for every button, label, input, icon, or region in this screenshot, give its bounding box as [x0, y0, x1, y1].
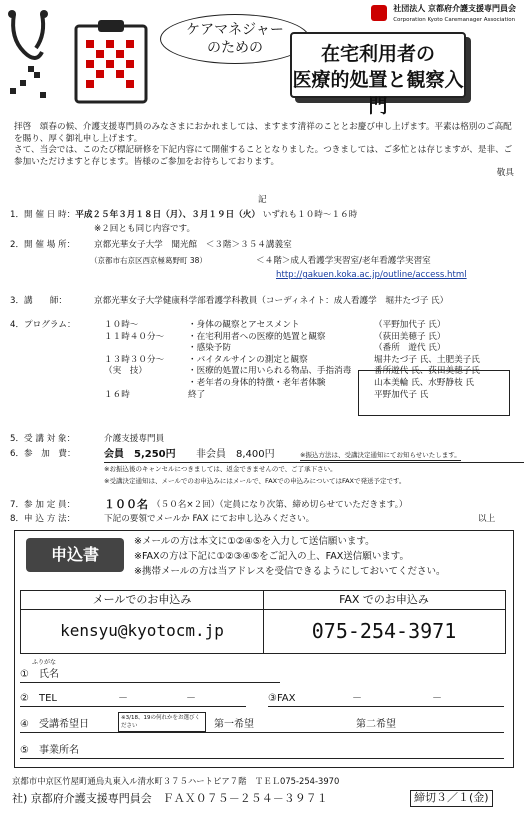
- ki: 記: [258, 195, 267, 205]
- program-row: １３時３０分～ ・バイタルサインの測定と観察 堀井たづ子 氏、土肥美子氏: [104, 354, 480, 365]
- program-row: １０時～ ・身体の観察とアセスメント （平野加代子 氏）: [104, 320, 446, 330]
- date-label: 1．開 催 日 時：: [10, 210, 76, 220]
- speaker-box: [358, 370, 510, 416]
- venue-address: （京都市右京区西京極葛野町 38）: [90, 256, 207, 265]
- capacity-note: （５０名×２回）（定員になり次第、締め切らせていただきます。）: [152, 500, 408, 510]
- title-line1: 在宅利用者の: [320, 43, 435, 65]
- fee-note2: ※お振込後のキャンセルにつきましては、返金できませんので、ご了承下さい。: [104, 465, 337, 473]
- lecturer-label: 3．講 師：: [10, 296, 68, 306]
- fee-label: 6．参 加 費：: [10, 449, 76, 459]
- fax-dash1: －: [352, 693, 362, 704]
- org-name: 社団法人 京都府介護支援専門員会: [393, 4, 516, 13]
- target-label: 5．受 講 対 象：: [10, 434, 76, 444]
- venue-line1: 京都光華女子大学 聞光館 ＜３階＞３５４講義室: [94, 240, 292, 250]
- fee-note3: ※受講決定通知は、メールでのお申込みにはメールで、FAXでの申込みについてはFAXで発送予定です。: [104, 477, 406, 485]
- office-label: ⑤ 事業所名: [20, 745, 79, 756]
- org-logo-icon: [371, 5, 387, 21]
- date-choice-field[interactable]: [20, 732, 504, 733]
- title-line2: 医療的処置と観察入門: [292, 69, 464, 117]
- fax-header: FAX でのお申込み: [263, 591, 505, 610]
- item-date: [10, 210, 510, 222]
- tel-field[interactable]: [20, 706, 246, 707]
- closing: 敬具: [496, 168, 514, 179]
- date-value: 平成２５年３月１８日（月）、３月１９日（火）: [75, 210, 260, 220]
- intro: [14, 122, 514, 180]
- footer-org-fax: 社) 京都府介護支援専門員会 ＦＡＸ０７５－２５４－３９７１: [12, 792, 328, 805]
- date-time: いずれも１０時～１６時: [262, 210, 358, 220]
- fee-member: 会員 5,250円: [104, 449, 176, 460]
- target-value: 介護支援専門員: [104, 434, 165, 444]
- second-choice-label: 第二希望: [356, 719, 396, 730]
- mail-header: メールでのお申込み: [21, 591, 264, 610]
- program-row: １６時 終了 平野加代子 氏: [104, 389, 429, 400]
- program-label: 4．プログラム：: [10, 320, 76, 330]
- mail-address[interactable]: kensyu@kyotocm.jp: [21, 609, 264, 653]
- tel-label: ② TEL: [20, 693, 57, 704]
- date-note: ※２回とも同じ内容です。: [94, 224, 196, 234]
- venue-line2: ＜４階＞成人看護学実習室/老年看護学実習室: [256, 256, 431, 266]
- form-note1: ※メールの方は本文に①②④⑤を入力して送信願います。: [134, 536, 375, 547]
- lecturer-value: 京都光華女子大学健康科学部看護学科教員（コーディネイト：成人看護学 堀井たづ子 氏）: [94, 296, 449, 306]
- fax-label: ③FAX: [268, 693, 296, 704]
- capacity-value: １００名: [104, 498, 148, 511]
- form-badge: 申込書: [26, 538, 124, 572]
- first-choice-label: 第一希望: [214, 719, 254, 730]
- date-choice-label: ④ 受講希望日: [20, 719, 89, 730]
- capacity-label: 7．参 加 定 員：: [10, 500, 76, 510]
- stethoscope-icon: [6, 8, 66, 103]
- footer-address: 京都市中京区竹屋町通烏丸東入ル清水町３７５ハートピア７階 ＴＥＬ075-254-3970: [12, 776, 340, 786]
- apply-value: 下記の要領でメールか FAX にてお申し込みください。: [104, 514, 315, 524]
- contact-table: [20, 590, 506, 654]
- clipboard-icon: [72, 18, 152, 104]
- form-notes: [134, 534, 446, 579]
- page-title: [290, 32, 466, 117]
- program-row: ・感染予防 （番所 遊代 氏）: [188, 343, 446, 354]
- org-name-en: Corporation Kyoto Caremanager Association: [393, 16, 516, 23]
- deadline: 締切３／１(金): [410, 790, 493, 807]
- title-bubble: ケアマネジャー のための: [160, 14, 310, 64]
- org-header: [393, 4, 516, 24]
- apply-end: 以上: [478, 514, 496, 524]
- office-field[interactable]: [20, 758, 504, 759]
- venue-url-link[interactable]: http://gakuen.koka.ac.jp/outline/access.html: [276, 270, 467, 280]
- fax-field[interactable]: [268, 706, 504, 707]
- apply-label: 8．申 込 方 法：: [10, 514, 76, 524]
- furigana-label: ふりがな: [32, 659, 57, 666]
- name-label: ① 氏名: [20, 669, 59, 680]
- form-note2: ※FAXの方は下記に①②③④⑤をご記入の上、FAX送信願います。: [134, 551, 409, 562]
- fee-note1: ※振込方法は、受講決定通知にてお知らせいたします。: [300, 451, 461, 459]
- fax-dash2: －: [432, 693, 442, 704]
- program-row: ・老年者の身体的特徴・老年者体験 山本美輪 氏、水野静枝 氏: [188, 377, 474, 388]
- program-row: １１時４０分～ ・在宅利用者への医療的処置と観察 （荻田美穂子 氏）: [104, 331, 446, 342]
- form-note3: ※携帯メールの方は当アドレスを受信できるようにしておいてください。: [134, 566, 446, 577]
- intro-p1: 拝啓 頌春の候、介護支援専門員のみなさまにおかれましては、ますます清祥のこととお慶び申し上げます。平素は格別のご高配を賜り、厚く御礼申し上げます。: [14, 122, 512, 144]
- fax-number: 075-254-3971: [311, 619, 457, 643]
- name-field[interactable]: [20, 682, 280, 683]
- date-choice-note: ※3/18、19の何れかをお選びください: [118, 712, 206, 732]
- tel-dash1: －: [118, 693, 128, 704]
- venue-label: 2．開 催 場 所：: [10, 240, 76, 250]
- program-row: （実 技） ・医療的処置に用いられる物品、手指消毒 番所遊代 氏、荻田美穂子氏: [104, 366, 480, 377]
- intro-p2: さて、当会では、このたび標記研修を下記内容にて開催することとなりました。つきましては、ご多忙とは存じますが、是非、ご参加いただけますと存じます。皆様のご参加をお待ちしております。: [14, 145, 513, 167]
- tel-dash2: －: [186, 693, 196, 704]
- fee-underline: [104, 462, 524, 463]
- fee-nonmember: 非会員 8,400円: [196, 449, 275, 460]
